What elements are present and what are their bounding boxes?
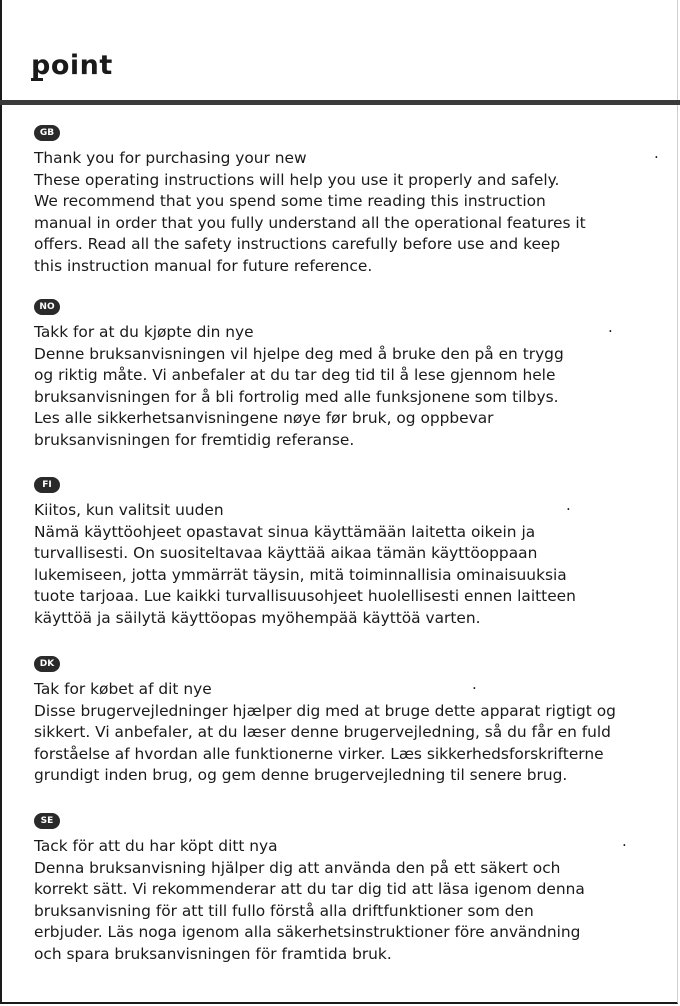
text-line: We recommend that you spend some time reading this instruction bbox=[34, 192, 546, 211]
section-text-dk bbox=[34, 679, 654, 787]
section-no bbox=[34, 294, 654, 452]
section-fi bbox=[34, 472, 654, 630]
section-text-fi bbox=[34, 500, 654, 630]
section-text-gb bbox=[34, 148, 654, 278]
trailing-mark-fi: . bbox=[566, 496, 571, 514]
section-text-se bbox=[34, 836, 654, 966]
text-line: och spara bruksanvisningen för framtida bruk. bbox=[34, 944, 392, 963]
text-line: grundigt inden brug, og gem denne brugervejledning til senere brug. bbox=[34, 766, 568, 785]
text-line: Kiitos, kun valitsit uuden bbox=[34, 501, 224, 519]
lang-badge-fi: FI bbox=[34, 477, 60, 493]
brand-logo: point bbox=[31, 50, 113, 81]
header-rule bbox=[0, 100, 680, 105]
text-line: Tak for købet af dit nye bbox=[34, 680, 212, 698]
text-line: forståelse af hvordan alle funktionerne virker. Læs sikkerhedsforskrifterne bbox=[34, 744, 604, 763]
text-line: Nämä käyttöohjeet opastavat sinua käyttämään laitetta oikein ja bbox=[34, 522, 536, 541]
text-line: Denna bruksanvisning hjälper dig att använda den på ett säkert och bbox=[34, 858, 561, 877]
text-line: erbjuder. Läs noga igenom alla säkerhetsinstruktioner före användning bbox=[34, 923, 581, 942]
text-line: tuote tarjoaa. Lue kaikki turvallisuusohjeet huolellisesti ennen laitteen bbox=[34, 587, 576, 606]
text-line: Thank you for purchasing your new bbox=[34, 149, 307, 167]
text-line: turvallisesti. On suositeltavaa käyttää aikaa tämän käyttöoppaan bbox=[34, 544, 538, 563]
trailing-mark-se: . bbox=[622, 832, 627, 850]
lang-badge-dk: DK bbox=[34, 656, 60, 672]
page-header bbox=[0, 0, 680, 106]
text-line: bruksanvisningen for fremtidig referanse. bbox=[34, 430, 355, 449]
lang-badge-gb: GB bbox=[34, 125, 60, 141]
section-dk bbox=[34, 651, 654, 787]
lang-badge-no: NO bbox=[34, 299, 60, 315]
text-line: Denne bruksanvisningen vil hjelpe deg med å bruke den på en trygg bbox=[34, 344, 564, 363]
text-line: Disse brugervejledninger hjælper dig med at bruge dette apparat rigtigt og bbox=[34, 701, 616, 720]
text-line: korrekt sätt. Vi rekommenderar att du tar dig tid att läsa igenom denna bbox=[34, 880, 585, 899]
text-line: Les alle sikkerhetsanvisningene nøye før bruk, og oppbevar bbox=[34, 409, 494, 428]
section-gb bbox=[34, 120, 654, 278]
text-line: og riktig måte. Vi anbefaler at du tar deg tid til å lese gjennom hele bbox=[34, 366, 556, 385]
trailing-mark-gb: . bbox=[654, 144, 659, 162]
text-line: bruksanvisningen for å bli fortrolig med alle funksjonene som tilbys. bbox=[34, 387, 559, 406]
text-line: Tack för att du har köpt ditt nya bbox=[34, 837, 278, 855]
text-line: bruksanvisning för att till fullo förstå alla driftfunktioner som den bbox=[34, 901, 534, 920]
text-line: this instruction manual for future reference. bbox=[34, 256, 373, 275]
text-line: lukemiseen, jotta ymmärrät täysin, mitä toiminnallisia ominaisuuksia bbox=[34, 565, 567, 584]
text-line: Takk for at du kjøpte din nye bbox=[34, 323, 254, 341]
text-line: offers. Read all the safety instructions carefully before use and keep bbox=[34, 235, 561, 254]
trailing-mark-dk: . bbox=[472, 675, 477, 693]
text-line: manual in order that you fully understand all the operational features it bbox=[34, 213, 586, 232]
trailing-mark-no: . bbox=[608, 318, 613, 336]
section-se bbox=[34, 808, 654, 966]
section-text-no bbox=[34, 322, 654, 452]
text-line: These operating instructions will help you use it properly and safely. bbox=[34, 170, 560, 189]
text-line: sikkert. Vi anbefaler, at du læser denne brugervejledning, så du får en fuld bbox=[34, 723, 611, 742]
lang-badge-se: SE bbox=[34, 813, 60, 829]
text-line: käyttöä ja säilytä käyttöopas myöhempää käyttöä varten. bbox=[34, 608, 481, 627]
